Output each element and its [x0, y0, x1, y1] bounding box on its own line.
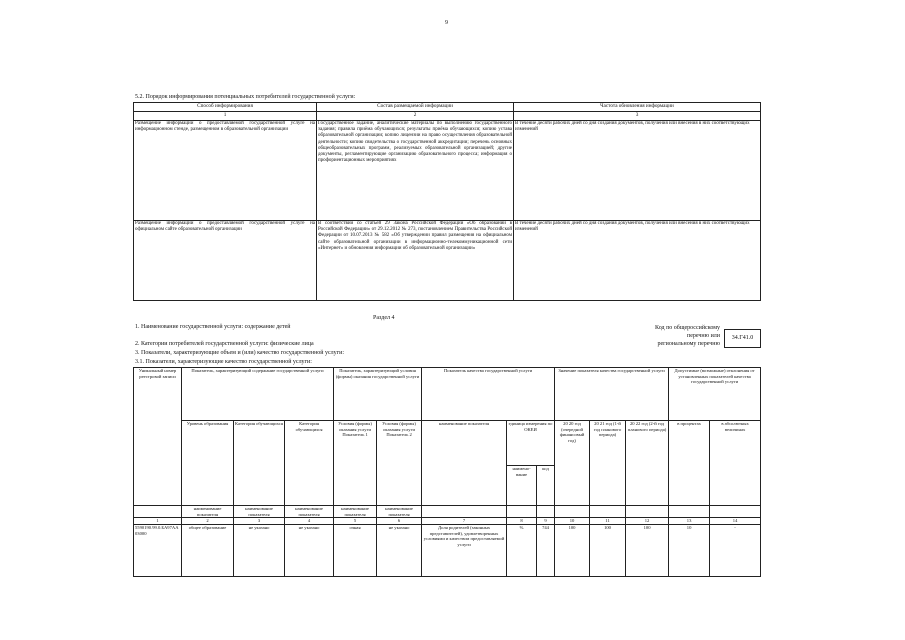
informing-table: [133, 102, 761, 301]
col-number: 10: [555, 518, 590, 525]
blank-cell: [710, 506, 761, 518]
blank-cell: [537, 506, 555, 518]
cell-condition-2: не указано: [377, 525, 422, 577]
indicator-name-label: наименование показателя: [285, 506, 334, 518]
col-number: 4: [285, 518, 334, 525]
cell-method: Размещение информации о предоставляемой государственной услуге на информационном стенде, размещенном в образовательной организации: [134, 121, 317, 221]
col-number: 2: [317, 112, 514, 121]
col-number: 6: [377, 518, 422, 525]
col-number: 1: [134, 112, 317, 121]
header-percent: в процентах: [669, 421, 710, 506]
table-header-row: [134, 103, 761, 112]
blank-cell: [626, 506, 669, 518]
header-unit-code: код: [537, 466, 555, 506]
cell-registry-id: 5590190.99.0.БА97АА03000: [134, 525, 182, 577]
cell-frequency: В течение десяти рабочих дней со дня создания документов, получения или внесения в них соответствующих изменений: [514, 221, 761, 301]
cell-condition-1: очная: [334, 525, 377, 577]
cell-method: Размещение информации о предоставляемой государственной услуге на официальном сайте образовательной организации: [134, 221, 317, 301]
col-number: 3: [514, 112, 761, 121]
cell-deviation-absolute: -: [710, 525, 761, 577]
quality-indicators-table: [133, 367, 761, 577]
header-category-2: Категория обучающихся: [285, 421, 334, 506]
indicator-name-label: наименование показателя: [334, 506, 377, 518]
col-number: 13: [669, 518, 710, 525]
indicator-name-label: наименование показателя: [377, 506, 422, 518]
table-row: [134, 121, 761, 221]
cell-frequency: В течение десяти рабочих дней со дня создания документов, получения или внесения в них соответствующих изменений: [514, 121, 761, 221]
col-number: 2: [182, 518, 234, 525]
col-number: 5: [334, 518, 377, 525]
header-quality-indicator: Показатель качества государственной услуги: [422, 368, 555, 421]
consumer-categories: 2. Категории потребителей государственной услуги: физические лица: [135, 341, 314, 347]
section-5-2-title: 5.2. Порядок информирования потенциальных потребителей государственной услуги:: [135, 94, 356, 100]
col-number: 14: [710, 518, 761, 525]
col-number: 8: [507, 518, 537, 525]
header-content: Состав размещаемой информации: [317, 103, 514, 112]
header-values: Значение показателя качества государственной услуги: [555, 368, 669, 421]
cell-indicator: Доля родителей (законных представителей), удовлетворенных условиями и качеством предоставляемой услуги: [422, 525, 507, 577]
blank-cell: [134, 506, 182, 518]
cell-content: В соответствии со статьей 29 Закона Российской Федерации «Об образовании в Российской Федерации» от 29.12.2012 № 273, постановлением Правительства Российской Федерации от 10.07.2013 № 582 «Об утверждении правил размещения на официальном сайте образовательной организации в информационно-телекоммуникационной сети «Интернет» и обновления информации об образовательной организации»: [317, 221, 514, 301]
code-value-box: 34.Г41.0: [724, 329, 761, 348]
header-condition-1: Условия (формы) оказания услуги Показатель 1: [334, 421, 377, 506]
indicator-name-label: наименование показателя: [234, 506, 285, 518]
header-year-1: 20 20 год (очередной финансовый год): [555, 421, 590, 506]
header-condition-2: Условия (формы) оказания услуги Показатель 2: [377, 421, 422, 506]
header-unique-number: Уникальный номер реестровой записи: [134, 368, 182, 506]
header-conditions-indicator: Показатель, характеризующий условия (формы) оказания государственной услуги: [334, 368, 422, 421]
blank-cell: [669, 506, 710, 518]
header-level: Уровень образования: [182, 421, 234, 506]
header-method: Способ информирования: [134, 103, 317, 112]
col-number: 3: [234, 518, 285, 525]
header-category: Категория обучающихся: [234, 421, 285, 506]
col-number: 11: [590, 518, 626, 525]
code-label-line2: перечню или: [686, 333, 720, 339]
cell-category: не указано: [234, 525, 285, 577]
cell-value-year-3: 100: [626, 525, 669, 577]
blank-cell: [590, 506, 626, 518]
header-absolute: в абсолютных величинах: [710, 421, 761, 506]
page-number: 9: [445, 20, 448, 26]
cell-unit-code: 744: [537, 525, 555, 577]
header-content-indicator: Показатель, характеризующий содержание государственной услуги: [182, 368, 334, 421]
cell-value-year-1: 100: [555, 525, 590, 577]
blank-cell: [422, 506, 507, 518]
table-row: [134, 525, 761, 577]
code-label-line3: региональному перечню: [657, 341, 720, 347]
section-title: Раздел 4: [373, 315, 395, 321]
quality-indicators-heading: 3.1. Показатели, характеризующие качество государственной услуги:: [135, 359, 312, 365]
table-number-row: [134, 112, 761, 121]
header-year-3: 20 22 год (2-й год планового периода): [626, 421, 669, 506]
indicator-name-label: наименование показателя: [182, 506, 234, 518]
header-unit-name: наимено-вание: [507, 466, 537, 506]
col-number: 12: [626, 518, 669, 525]
blank-cell: [507, 506, 537, 518]
cell-unit-name: %: [507, 525, 537, 577]
code-label-line1: Код по общероссийскому: [655, 325, 720, 331]
header-indicator-name: наименование показателя: [422, 421, 507, 506]
header-deviation: Допустимые (возможные) отклонения от установленных показателей качества государственной услуги: [669, 368, 761, 421]
cell-content: Государственное задание, аналитические материалы по выполнению государственного задания; правила приёма обучающихся; результаты приёма обучающихся; копию устава образовательной организации; копию лицензии на право осуществления образовательной деятельности; копию свидетельства о государственной аккредитации; перечень основных общеобразовательных программ, реализуемых образовательной организацией; другие документы, регламентирующие организацию образовательного процесса; информация о профориентационных мероприятиях: [317, 121, 514, 221]
header-unit: единица измерения по ОКЕИ: [507, 421, 555, 466]
cell-category-2: не указано: [285, 525, 334, 577]
service-name: 1. Наименование государственной услуги: содержание детей: [135, 324, 291, 330]
col-number: 1: [134, 518, 182, 525]
blank-cell: [555, 506, 590, 518]
cell-deviation-percent: 10: [669, 525, 710, 577]
cell-value-year-2: 100: [590, 525, 626, 577]
table-row: [134, 221, 761, 301]
cell-level: общее образование: [182, 525, 234, 577]
header-frequency: Частота обновления информации: [514, 103, 761, 112]
table-number-row: [134, 518, 761, 525]
col-number: 7: [422, 518, 507, 525]
col-number: 9: [537, 518, 555, 525]
indicators-heading: 3. Показатели, характеризующие объем и (или) качество государственной услуги:: [135, 350, 344, 356]
header-year-2: 20 21 год (1-й год планового периода): [590, 421, 626, 506]
